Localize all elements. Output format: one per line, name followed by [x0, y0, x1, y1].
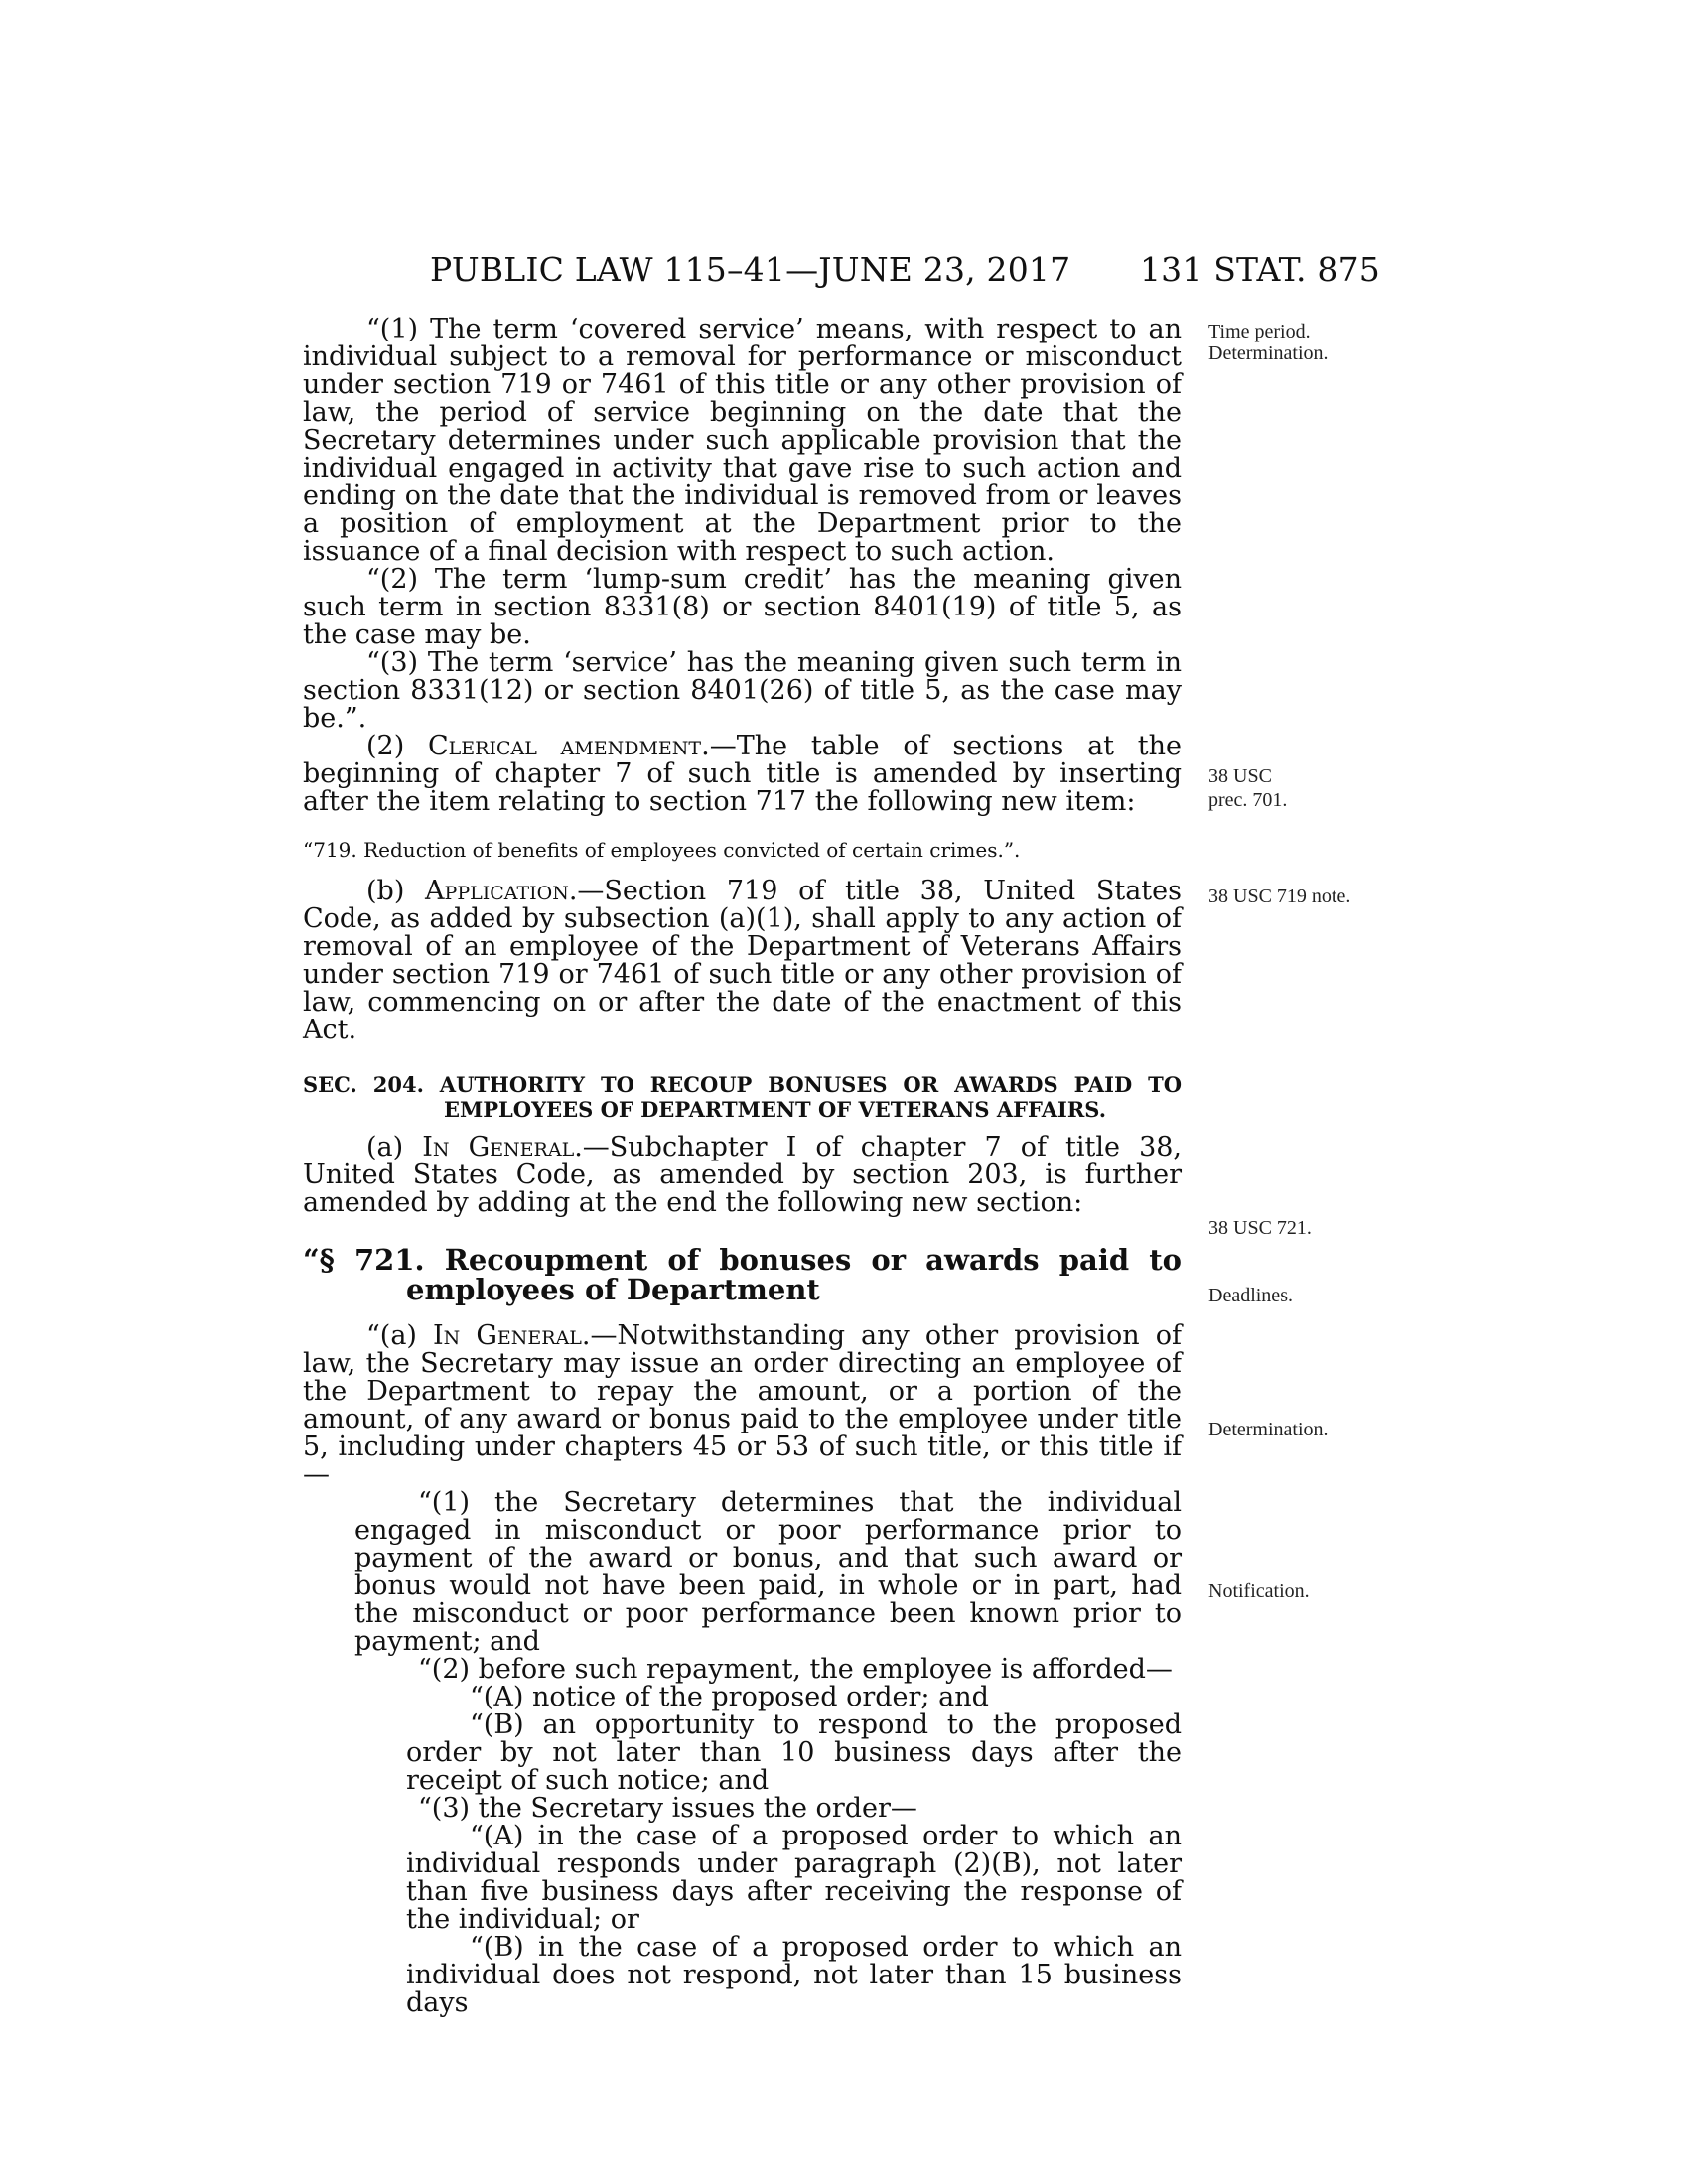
definition-covered-service: “(1) The term ‘covered service’ means, with respect to an individual subject to a removal for performance or misconduct under section 719 or 7461 of this title or any other provision of law, the period of service beginning on the date that the Secretary determines under such applicable provision that the individual engaged in activity that gave rise to such action and ending on the date that the individual is removed from or leaves a position of employment at the Department prior to the issuance of a final decision with respect to such action. — [303, 314, 1182, 567]
clerical-amendment-lead: (2) — [366, 731, 428, 761]
paragraph-3: “(3) the Secretary issues the order— — [418, 1793, 917, 1824]
margin-note-determination: Determination. — [1208, 342, 1329, 364]
definition-service: “(3) The term ‘service’ has the meaning given such term in section 8331(12) or section 8401(26) of title 5, as the case may be.”. — [303, 647, 1182, 734]
application-lead: (b) — [366, 876, 426, 906]
subparagraph-2b: “(B) an opportunity to respond to the proposed order by not later than 10 business days after the receipt of such notice; and — [406, 1709, 1182, 1796]
margin-note-prec-701: prec. 701. — [1208, 789, 1288, 811]
in-general-lead: (a) — [366, 1132, 423, 1162]
margin-note-time-period: Time period. — [1208, 321, 1311, 342]
definition-lump-sum-credit: “(2) The term ‘lump-sum credit’ has the meaning given such term in section 8331(8) or section 8401(19) of title 5, as the case may be. — [303, 564, 1182, 650]
sec721-in-general — [303, 1322, 1182, 1489]
running-head-title: PUBLIC LAW 115–41—JUNE 23, 2017 — [430, 250, 1071, 289]
running-head-stat-page: 131 STAT. 875 — [1139, 250, 1380, 289]
sec721-in-general-lead: “(a) — [366, 1320, 434, 1351]
application-caption: Application — [425, 876, 569, 906]
section-721-heading: “§ 721. Recoupment of bonuses or awards paid to employees of Department — [303, 1243, 1182, 1306]
margin-note-38usc-719-note: 38 USC 719 note. — [1208, 886, 1351, 907]
in-general-text: .—Subchapter I of chapter 7 of title 38, United States Code, as amended by section 203, is further amended by adding at the end the following new section: — [303, 1132, 1183, 1218]
clerical-amendment-text: .—The table of sections at the beginning of chapter 7 of such title is amended by inserting after the item relating to section 717 the following new item: — [303, 731, 1182, 817]
table-of-sections-item: “719. Reduction of benefits of employees convicted of certain crimes.”. — [303, 838, 1021, 862]
margin-note-determination-2: Determination. — [1208, 1419, 1329, 1440]
application-subsection — [303, 878, 1182, 1044]
subparagraph-3a: “(A) in the case of a proposed order to which an individual responds under paragraph (2)(B), not later than five business days after receiving the response of the individual; or — [406, 1821, 1182, 1935]
paragraph-2: “(2) before such repayment, the employee is afforded— — [418, 1654, 1173, 1685]
margin-note-38usc-721: 38 USC 721. — [1208, 1217, 1312, 1239]
in-general-subsection — [303, 1134, 1182, 1217]
in-general-caption: In General — [422, 1132, 575, 1162]
paragraph-1: “(1) the Secretary determines that the individual engaged in misconduct or poor performance prior to payment of the award or bonus, and that such award or bonus would not have been paid, in whole or in part, had the misconduct or poor performance been known prior to payment; and — [354, 1487, 1182, 1657]
subparagraph-3b: “(B) in the case of a proposed order to which an individual does not respond, not later than 15 business days — [406, 1932, 1182, 2018]
sec721-in-general-text: .—Notwithstanding any other provision of law, the Secretary may issue an order directing an employee of the Department to repay the amount, or a portion of the amount, of any award or bonus paid to the employee under title 5, including under chapters 45 or 53 of such title, or this title if— — [303, 1320, 1182, 1490]
margin-note-deadlines: Deadlines. — [1208, 1285, 1293, 1306]
document-body — [303, 316, 1182, 2017]
application-text: .—Section 719 of title 38, United States Code, as added by subsection (a)(1), shall apply to any action of removal of an employee of the Department of Veterans Affairs under section 719 or 7461 of such title or any other provision of law, commencing on or after the date of the enactment of this Act. — [303, 876, 1182, 1045]
margin-note-38usc: 38 USC — [1208, 765, 1272, 787]
margin-note-notification: Notification. — [1208, 1580, 1310, 1602]
subparagraph-2a: “(A) notice of the proposed order; and — [470, 1682, 989, 1712]
clerical-amendment-caption: Clerical amendment — [428, 731, 702, 761]
clerical-amendment — [303, 733, 1182, 816]
section-204-heading: SEC. 204. AUTHORITY TO RECOUP BONUSES OR AWARDS PAID TO EMPLOYEES OF DEPARTMENT OF VETERANS AFFAIRS. — [303, 1072, 1182, 1122]
sec721-in-general-caption: In General — [433, 1320, 582, 1351]
